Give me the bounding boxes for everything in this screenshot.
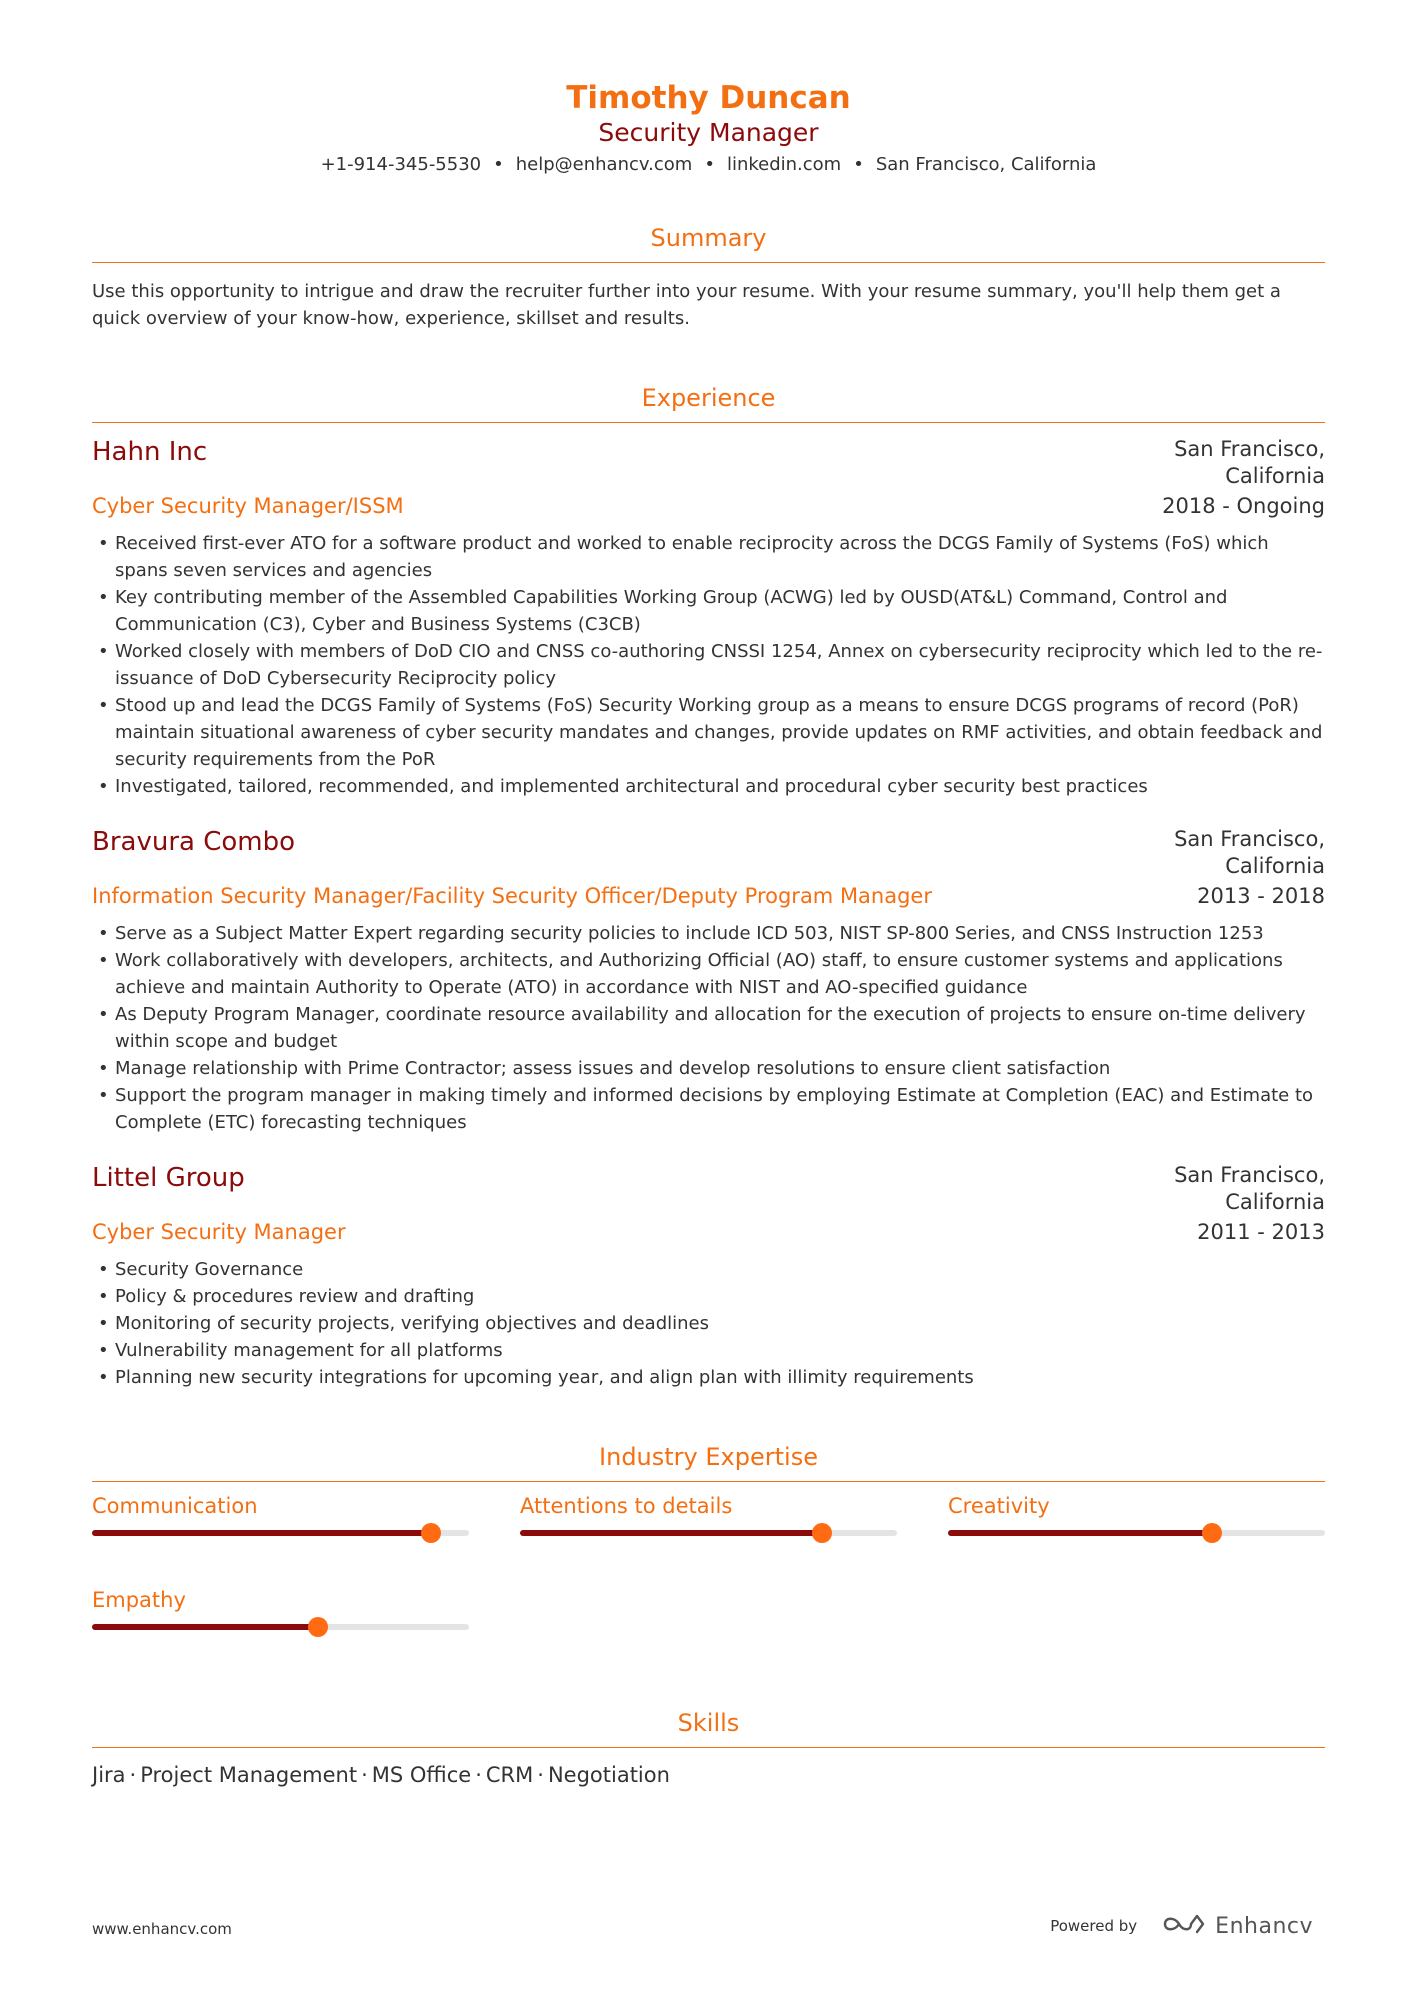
expertise-knob: [308, 1617, 328, 1637]
experience-divider: [92, 422, 1325, 423]
job-location-line: San Francisco,: [1174, 1163, 1325, 1187]
job-location-line: California: [1225, 464, 1325, 488]
job-bullets: [92, 530, 1325, 800]
expertise-meter: [92, 1494, 469, 1524]
separator-dot: ·: [537, 1763, 544, 1787]
job-location: [1085, 436, 1325, 490]
list-item: • Vulnerability management for all platforms: [92, 1337, 1325, 1364]
resume-page: [92, 0, 1325, 1995]
list-item: • Security Governance: [92, 1256, 1325, 1283]
powered-by-label: Powered by: [1050, 1917, 1138, 1935]
skill-item: MS Office: [371, 1763, 472, 1787]
job-location: [1085, 826, 1325, 880]
expertise-divider: [92, 1481, 1325, 1482]
separator-dot: •: [493, 154, 504, 175]
list-item: • Policy & procedures review and drafting: [92, 1283, 1325, 1310]
list-item: • Work collaboratively with developers, architects, and Authorizing Official (AO) staff, to ensure customer systems and applications achieve and maintain Authority to Operate (ATO) in accordance with NIST and AO-specified guidance: [92, 947, 1325, 1001]
location: San Francisco, California: [875, 154, 1097, 175]
job-location-line: California: [1225, 854, 1325, 878]
job-location-line: San Francisco,: [1174, 827, 1325, 851]
job-location: [1085, 1162, 1325, 1216]
separator-dot: •: [704, 154, 715, 175]
expertise-track: [948, 1530, 1325, 1536]
expertise-track: [92, 1624, 469, 1630]
expertise-track: [92, 1530, 469, 1536]
list-item: • Investigated, tailored, recommended, and implemented architectural and procedural cyber security best practices: [92, 773, 1325, 800]
candidate-role: Security Manager: [598, 118, 819, 147]
expertise-fill: [92, 1624, 318, 1630]
job-dates: 2011 - 2013: [1197, 1220, 1325, 1244]
list-item: • Received first-ever ATO for a software product and worked to enable reciprocity across the DCGS Family of Systems (FoS) which spans seven services and agencies: [92, 530, 1325, 584]
list-item: • Worked closely with members of DoD CIO and CNSS co-authoring CNSSI 1254, Annex on cybersecurity reciprocity which led to the re-issuance of DoD Cybersecurity Reciprocity policy: [92, 638, 1325, 692]
separator-dot: •: [853, 154, 864, 175]
email: help@enhancv.com: [515, 154, 693, 175]
job-bullets: [92, 1256, 1325, 1391]
company-name: Bravura Combo: [92, 827, 296, 857]
skill-item: Jira: [92, 1763, 126, 1787]
skill-item: CRM: [485, 1763, 534, 1787]
list-item: • Monitoring of security projects, verifying objectives and deadlines: [92, 1310, 1325, 1337]
separator-dot: ·: [361, 1763, 368, 1787]
contact-line: [92, 154, 1325, 175]
experience-heading: Experience: [641, 384, 776, 412]
summary-divider: [92, 262, 1325, 263]
company-name: Hahn Inc: [92, 437, 208, 467]
expertise-label: Communication: [92, 1494, 258, 1518]
expertise-knob: [421, 1523, 441, 1543]
list-item: • Manage relationship with Prime Contractor; assess issues and develop resolutions to ensure client satisfaction: [92, 1055, 1325, 1082]
skills-divider: [92, 1747, 1325, 1748]
phone: +1-914-345-5530: [320, 154, 482, 175]
list-item: • As Deputy Program Manager, coordinate resource availability and allocation for the execution of projects to ensure on-time delivery within scope and budget: [92, 1001, 1325, 1055]
expertise-meter: [948, 1494, 1325, 1524]
expertise-fill: [948, 1530, 1212, 1536]
skills-heading: Skills: [677, 1709, 740, 1737]
list-item: • Serve as a Subject Matter Expert regarding security policies to include ICD 503, NIST SP-800 Series, and CNSS Instruction 1253: [92, 920, 1325, 947]
job-bullets: [92, 920, 1325, 1136]
enhancv-logo-icon: [1161, 1912, 1207, 1940]
list-item: • Planning new security integrations for upcoming year, and align plan with illimity requirements: [92, 1364, 1325, 1391]
footer-branding: [1050, 1912, 1313, 1940]
expertise-heading: Industry Expertise: [599, 1443, 818, 1471]
job-dates: 2018 - Ongoing: [1162, 494, 1325, 518]
expertise-label: Attentions to details: [520, 1494, 733, 1518]
expertise-fill: [92, 1530, 431, 1536]
expertise-label: Creativity: [948, 1494, 1050, 1518]
footer-website[interactable]: www.enhancv.com: [92, 1920, 232, 1938]
job-title: Cyber Security Manager/ISSM: [92, 494, 404, 518]
expertise-meter: [520, 1494, 897, 1524]
expertise-track: [520, 1530, 897, 1536]
summary-heading: Summary: [650, 224, 767, 252]
job-location-line: California: [1225, 1190, 1325, 1214]
job-location-line: San Francisco,: [1174, 437, 1325, 461]
expertise-meter: [92, 1588, 469, 1618]
skills-list: [92, 1763, 670, 1787]
company-name: Littel Group: [92, 1163, 245, 1193]
separator-dot: ·: [475, 1763, 482, 1787]
enhancv-brand: Enhancv: [1215, 1913, 1313, 1939]
expertise-fill: [520, 1530, 822, 1536]
job-title: Cyber Security Manager: [92, 1220, 346, 1244]
separator-dot: ·: [129, 1763, 137, 1787]
skill-item: Negotiation: [547, 1763, 670, 1787]
skill-item: Project Management: [140, 1763, 358, 1787]
expertise-knob: [1202, 1523, 1222, 1543]
list-item: • Support the program manager in making timely and informed decisions by employing Estimate at Completion (EAC) and Estimate to Complete (ETC) forecasting techniques: [92, 1082, 1325, 1136]
summary-text: Use this opportunity to intrigue and draw the recruiter further into your resume. With your resume summary, you'll help them get a quick overview of your know-how, experience, skillset and results.: [92, 281, 1281, 329]
list-item: • Key contributing member of the Assembled Capabilities Working Group (ACWG) led by OUSD(AT&L) Command, Control and Communication (C3), Cyber and Business Systems (C3CB): [92, 584, 1325, 638]
job-title: Information Security Manager/Facility Security Officer/Deputy Program Manager: [92, 884, 932, 908]
expertise-label: Empathy: [92, 1588, 186, 1612]
job-dates: 2013 - 2018: [1197, 884, 1325, 908]
expertise-knob: [812, 1523, 832, 1543]
candidate-name: Timothy Duncan: [566, 80, 851, 116]
list-item: • Stood up and lead the DCGS Family of Systems (FoS) Security Working group as a means to ensure DCGS programs of record (PoR) maintain situational awareness of cyber security mandates and changes, provide updates on RMF activities, and obtain feedback and security requirements from the PoR: [92, 692, 1325, 773]
linkedin: linkedin.com: [726, 154, 842, 175]
